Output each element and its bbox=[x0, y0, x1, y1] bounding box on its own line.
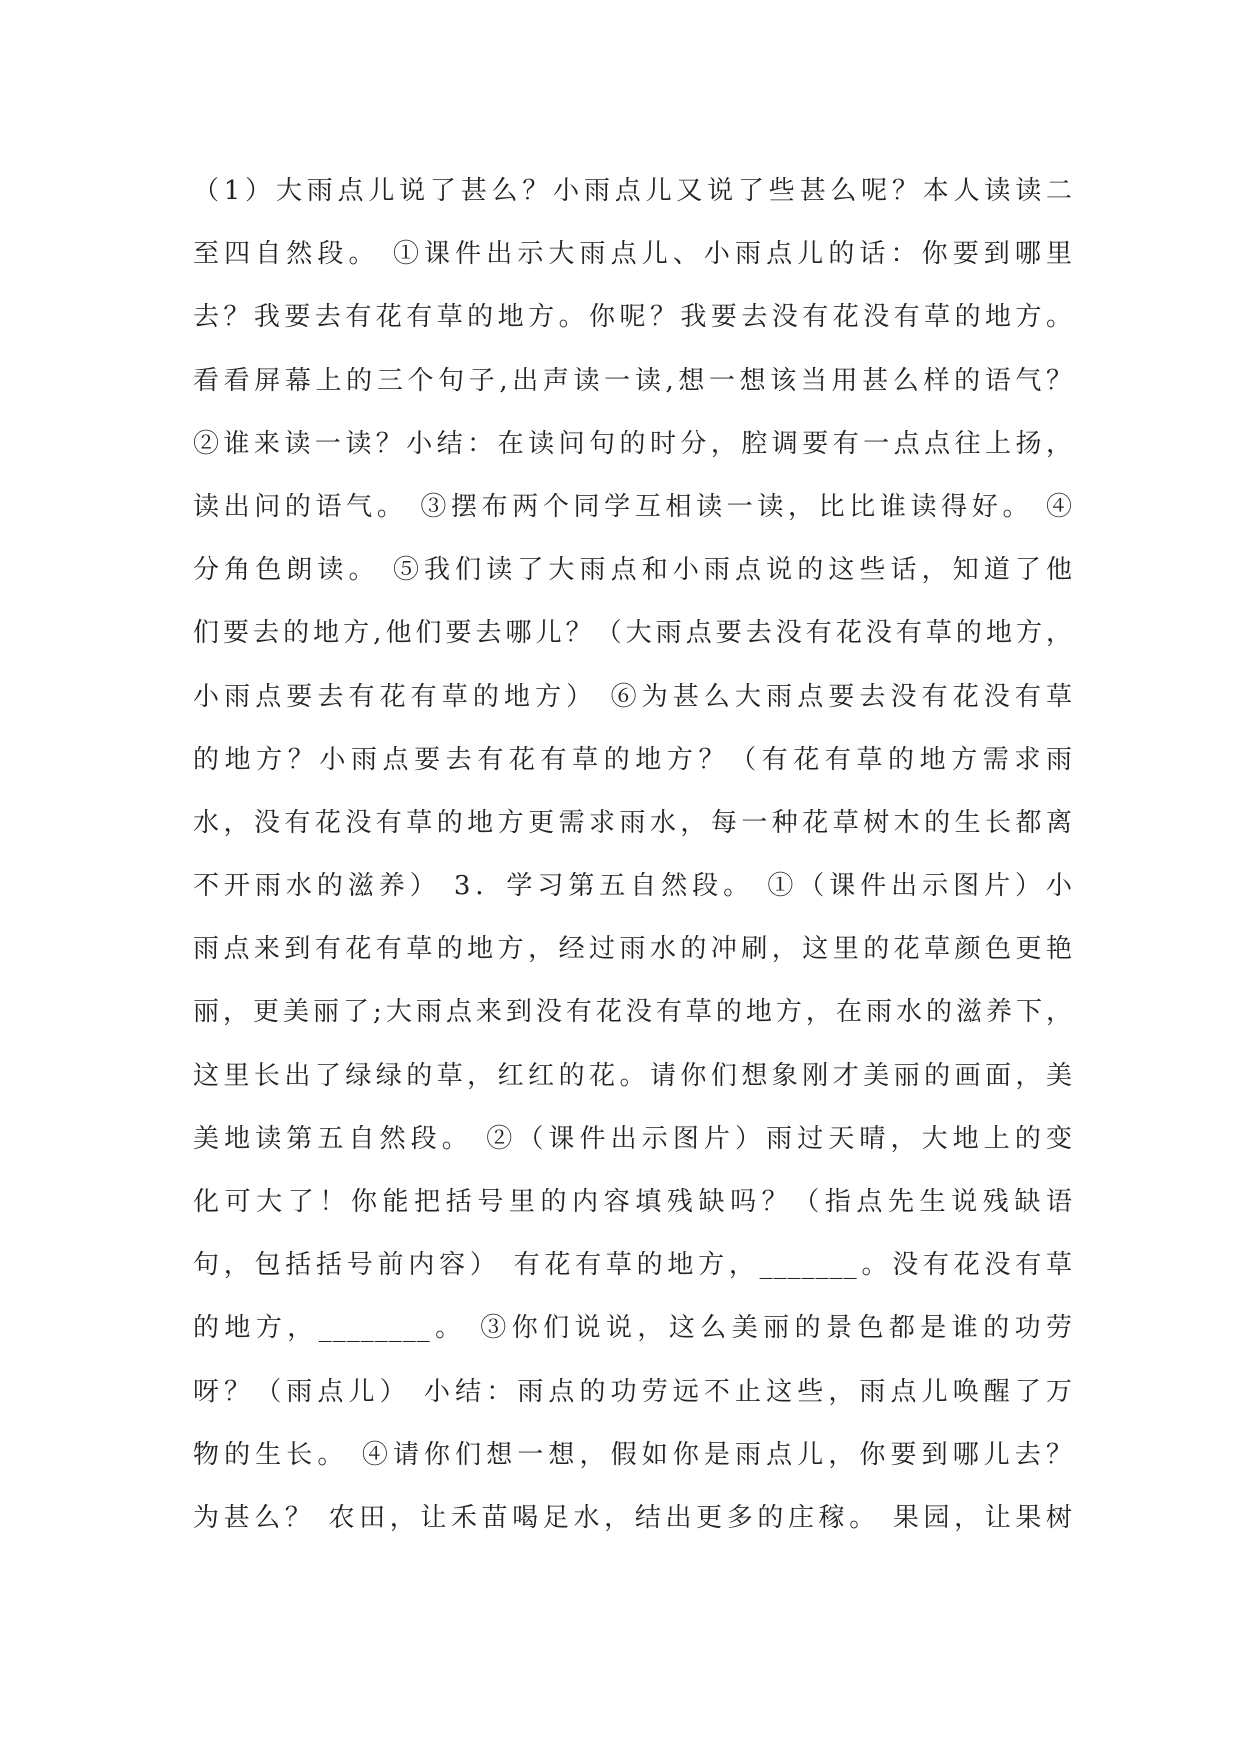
body-text bbox=[193, 160, 1073, 1550]
text-line-1: （1）大雨点儿说了甚么？小雨点儿又说了些甚么呢？本人读读二 bbox=[193, 176, 1073, 206]
text-line-4: 看看屏幕上的三个句子,出声读一读,想一想该当用甚么样的语气？ bbox=[193, 365, 1073, 396]
text-line-6: 读出问的语气。 ③摆布两个同学互相读一读，比比谁读得好。 ④ bbox=[193, 491, 1073, 522]
text-line-9: 小雨点要去有花有草的地方） ⑥为甚么大雨点要去没有花没有草 bbox=[193, 681, 1073, 712]
text-line-2: 至四自然段。 ①课件出示大雨点儿、小雨点儿的话：你要到哪里 bbox=[193, 239, 1073, 270]
text-line-3: 去？我要去有花有草的地方。你呢？我要去没有花没有草的地方。 bbox=[193, 302, 1073, 333]
text-line-13: 雨点来到有花有草的地方，经过雨水的冲刷，这里的花草颜色更艳 bbox=[193, 934, 1073, 965]
text-line-19: 的地方，________。 ③你们说说，这么美丽的景色都是谁的功劳 bbox=[193, 1313, 1073, 1344]
text-line-5: ②谁来读一读？小结：在读问句的时分，腔调要有一点点往上扬， bbox=[193, 428, 1073, 459]
text-line-16: 美地读第五自然段。 ②（课件出示图片）雨过天晴，大地上的变 bbox=[193, 1123, 1073, 1154]
text-line-22: 为甚么？ 农田，让禾苗喝足水，结出更多的庄稼。 果园，让果树 bbox=[193, 1502, 1073, 1533]
text-line-8: 们要去的地方,他们要去哪儿？（大雨点要去没有花没有草的地方， bbox=[193, 618, 1073, 649]
text-line-15: 这里长出了绿绿的草，红红的花。请你们想象刚才美丽的画面，美 bbox=[193, 1060, 1073, 1091]
text-line-10: 的地方？小雨点要去有花有草的地方？（有花有草的地方需求雨 bbox=[193, 744, 1073, 775]
text-line-7: 分角色朗读。 ⑤我们读了大雨点和小雨点说的这些话，知道了他 bbox=[193, 555, 1073, 586]
text-line-14: 丽，更美丽了;大雨点来到没有花没有草的地方，在雨水的滋养下， bbox=[193, 997, 1073, 1028]
text-line-18: 句，包括括号前内容） 有花有草的地方，_______。没有花没有草 bbox=[193, 1250, 1073, 1281]
text-line-21: 物的生长。 ④请你们想一想，假如你是雨点儿，你要到哪儿去？ bbox=[193, 1439, 1073, 1470]
text-line-17: 化可大了！你能把括号里的内容填残缺吗？（指点先生说残缺语 bbox=[193, 1187, 1073, 1217]
text-line-20: 呀？（雨点儿） 小结：雨点的功劳远不止这些，雨点儿唤醒了万 bbox=[193, 1376, 1073, 1407]
text-line-11: 水，没有花没有草的地方更需求雨水，每一种花草树木的生长都离 bbox=[193, 807, 1073, 838]
text-line-12: 不开雨水的滋养） 3．学习第五自然段。 ①（课件出示图片）小 bbox=[193, 871, 1073, 902]
